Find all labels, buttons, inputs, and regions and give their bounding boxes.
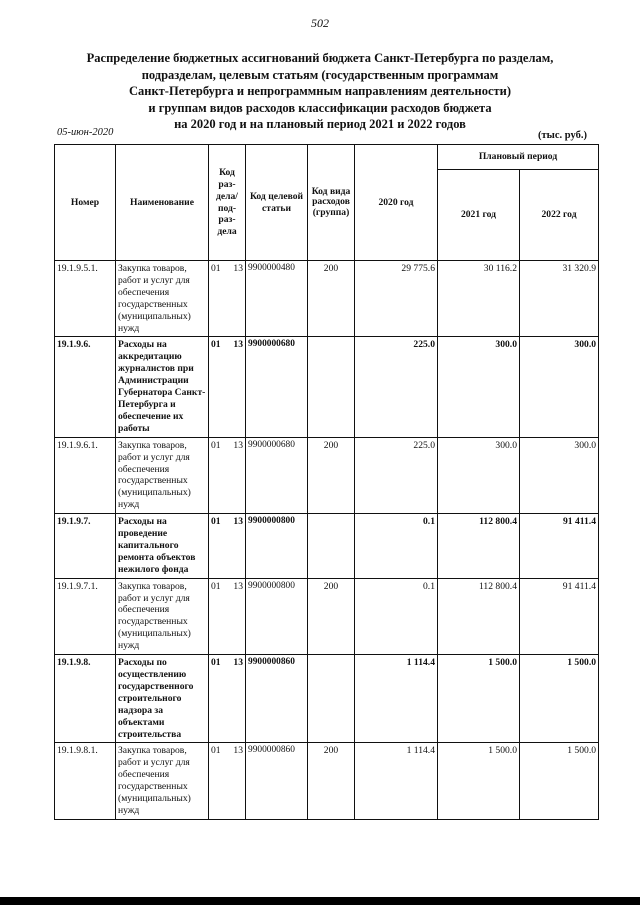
row-amount-2021: 1 500.0 [438, 655, 520, 743]
row-amount-2021: 30 116.2 [438, 261, 520, 337]
budget-table [54, 144, 599, 820]
title-line: и группам видов расходов классификации расходов бюджета [148, 100, 492, 115]
row-name: Закупка товаров, работ и услуг для обеспечения государственных (муниципальных) нужд [116, 437, 209, 513]
table-row [55, 743, 599, 819]
row-target-code: 9900000860 [246, 743, 308, 819]
table-row [55, 337, 599, 437]
row-section-code [209, 578, 246, 654]
row-amount-2020: 29 775.6 [355, 261, 438, 337]
section-code: 01 [211, 516, 221, 528]
table-row [55, 578, 599, 654]
section-code: 01 [211, 339, 221, 351]
subsection-code: 13 [233, 263, 243, 274]
row-amount-2020: 1 114.4 [355, 655, 438, 743]
row-section-code [209, 514, 246, 579]
document-date: 05-июн-2020 [57, 127, 114, 138]
row-section-code [209, 437, 246, 513]
row-amount-2020: 1 114.4 [355, 743, 438, 819]
row-expense-type [308, 337, 355, 437]
header-year-2021: 2021 год [438, 170, 520, 261]
section-code: 01 [211, 657, 221, 669]
row-name: Расходы на аккредитацию журналистов при Администрации Губернатора Санкт-Петербурга и обеспечение их работы [116, 337, 209, 437]
section-code: 01 [211, 580, 221, 592]
page-number: 502 [311, 16, 329, 30]
row-expense-type: 200 [308, 437, 355, 513]
header-year-2020: 2020 год [355, 145, 438, 261]
row-section-code [209, 261, 246, 337]
scan-edge-bar [0, 897, 640, 905]
header-section-code: Код раз- дела/ под- раз- дела [209, 145, 246, 261]
table-row [55, 655, 599, 743]
row-amount-2021: 1 500.0 [438, 743, 520, 819]
row-section-code [209, 337, 246, 437]
row-number: 19.1.9.8. [55, 655, 116, 743]
document-title [40, 50, 600, 133]
subsection-code: 13 [233, 580, 243, 592]
units-label: (тыс. руб.) [538, 130, 587, 141]
title-line: Распределение бюджетных ассигнований бюджета Санкт-Петербурга по разделам, [86, 51, 554, 65]
row-number: 19.1.9.6. [55, 337, 116, 437]
table-header-row [55, 145, 599, 170]
subsection-code: 13 [233, 745, 243, 757]
subsection-code: 13 [233, 657, 243, 669]
row-number: 19.1.9.7.1. [55, 578, 116, 654]
row-amount-2022: 300.0 [520, 437, 599, 513]
row-expense-type: 200 [308, 261, 355, 337]
row-number: 19.1.9.8.1. [55, 743, 116, 819]
row-target-code: 9900000680 [246, 337, 308, 437]
row-number: 19.1.9.7. [55, 514, 116, 579]
table-row [55, 514, 599, 579]
row-target-code: 9900000860 [246, 655, 308, 743]
subsection-code: 13 [233, 516, 243, 528]
row-amount-2021: 112 800.4 [438, 514, 520, 579]
row-name: Расходы по осуществлению государственного строительного надзора за объектами строительства [116, 655, 209, 743]
row-amount-2021: 300.0 [438, 437, 520, 513]
row-expense-type: 200 [308, 743, 355, 819]
header-target-code: Код целевой статьи [246, 145, 308, 261]
row-target-code: 9900000480 [246, 261, 308, 337]
row-section-code [209, 655, 246, 743]
subsection-code: 13 [233, 439, 243, 451]
row-amount-2022: 91 411.4 [520, 514, 599, 579]
row-amount-2022: 1 500.0 [520, 743, 599, 819]
row-amount-2022: 1 500.0 [520, 655, 599, 743]
row-amount-2020: 0.1 [355, 514, 438, 579]
row-name: Закупка товаров, работ и услуг для обеспечения государственных (муниципальных) нужд [116, 578, 209, 654]
row-amount-2020: 225.0 [355, 337, 438, 437]
title-line: Санкт-Петербурга и непрограммным направлениям деятельности) [128, 84, 511, 98]
table-row [55, 437, 599, 513]
row-section-code [209, 743, 246, 819]
row-name: Закупка товаров, работ и услуг для обеспечения государственных (муниципальных) нужд [116, 261, 209, 337]
row-target-code: 9900000680 [246, 437, 308, 513]
row-amount-2021: 112 800.4 [438, 578, 520, 654]
header-plan-period: Плановый период [438, 145, 599, 170]
row-amount-2022: 91 411.4 [520, 578, 599, 654]
row-amount-2020: 225.0 [355, 437, 438, 513]
row-name: Расходы на проведение капитального ремонта объектов нежилого фонда [116, 514, 209, 579]
section-code: 01 [211, 263, 221, 274]
section-code: 01 [211, 745, 221, 757]
row-amount-2022: 300.0 [520, 337, 599, 437]
row-amount-2021: 300.0 [438, 337, 520, 437]
row-expense-type [308, 655, 355, 743]
row-number: 19.1.9.6.1. [55, 437, 116, 513]
row-number: 19.1.9.5.1. [55, 261, 116, 337]
header-year-2022: 2022 год [520, 170, 599, 261]
subsection-code: 13 [233, 339, 243, 351]
header-expense-type: Код вида расходов (группа) [308, 145, 355, 261]
row-expense-type: 200 [308, 578, 355, 654]
title-line: на 2020 год и на плановый период 2021 и 2022 годов [174, 117, 466, 131]
table-row [55, 261, 599, 337]
row-name: Закупка товаров, работ и услуг для обеспечения государственных (муниципальных) нужд [116, 743, 209, 819]
row-target-code: 9900000800 [246, 578, 308, 654]
header-number: Номер [55, 145, 116, 261]
row-amount-2022: 31 320.9 [520, 261, 599, 337]
row-target-code: 9900000800 [246, 514, 308, 579]
header-name: Наименование [116, 145, 209, 261]
title-line: подразделам, целевым статьям (государственным программам [141, 67, 499, 82]
row-amount-2020: 0.1 [355, 578, 438, 654]
section-code: 01 [211, 439, 221, 451]
row-expense-type [308, 514, 355, 579]
